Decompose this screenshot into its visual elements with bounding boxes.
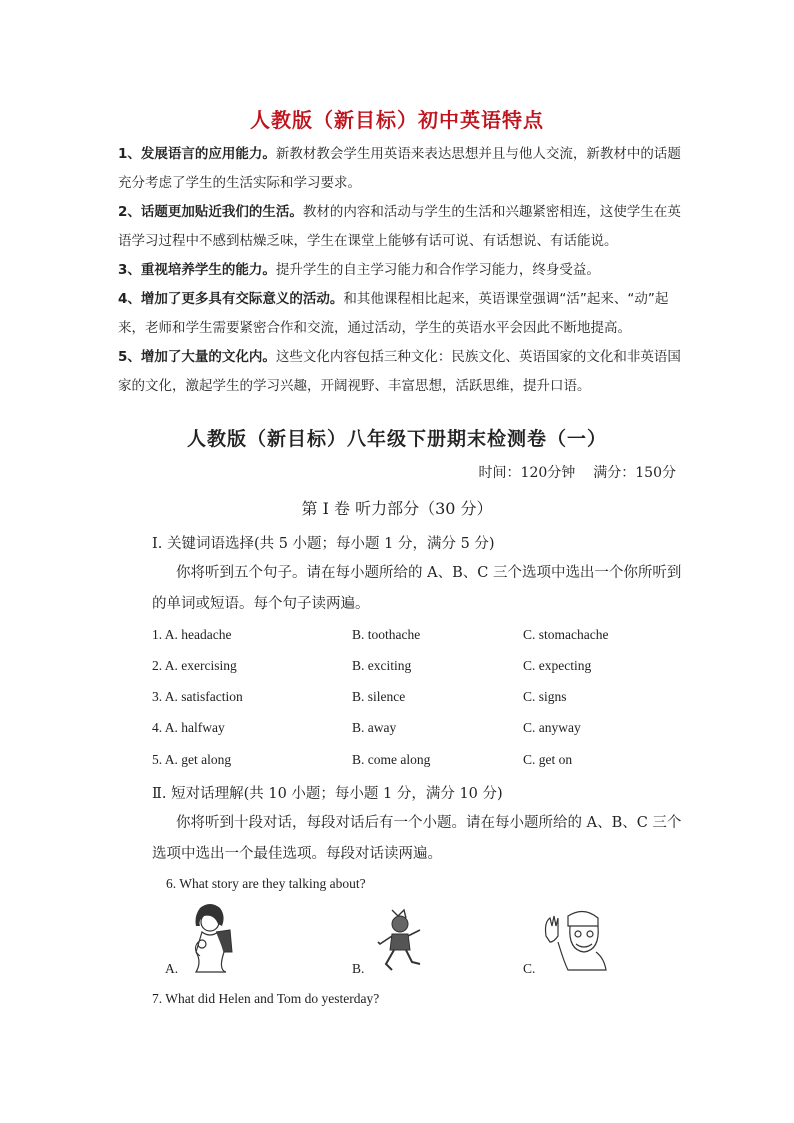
option-c: C. stomachache <box>523 627 609 642</box>
feature-text: 新教材教会学生用英语来表达思想并且与他人交流，新教材中的话题充分考虑了学生的生活实际和学习要求。 <box>118 146 681 191</box>
feature-text: 和其他课程相比起来，英语课堂强调“活”起来、“动”起来，老师和学生需要紧密合作和交流，通过活动，学生的英语水平会因此不断地提高。 <box>118 291 669 336</box>
option-a: 3. A. satisfaction <box>152 689 243 704</box>
part1-instruction: 你将听到五个句子。请在每小题所给的 A、B、C 三个选项中选出一个你所听到的单词或短语。每个句子读两遍。 <box>152 565 682 612</box>
intro-title: 人教版（新目标）初中英语特点 <box>250 108 544 132</box>
option-row <box>152 752 692 772</box>
feature-5 <box>118 343 684 401</box>
option-b: B. exciting <box>352 658 412 673</box>
feature-4 <box>118 285 684 343</box>
feature-lead: 4、增加了更多具有交际意义的活动。 <box>118 291 344 307</box>
part2-heading: Ⅱ. 短对话理解(共 10 小题；每小题 1 分，满分 10 分) <box>152 786 503 802</box>
feature-text: 教材的内容和活动与学生的生活和兴趣紧密相连，这使学生在英语学习过程中不感到枯燥乏味，学生在课堂上能够有话可说、有话想说、有话能说。 <box>118 204 681 249</box>
feature-2 <box>118 198 684 256</box>
option-a: 5. A. get along <box>152 752 232 767</box>
option-c: C. signs <box>523 689 567 704</box>
feature-lead: 2、话题更加贴近我们的生活。 <box>118 204 303 220</box>
exam-meta <box>461 462 676 482</box>
option-c-label: C. <box>523 961 536 976</box>
running-boy-image <box>372 906 428 974</box>
feature-lead: 3、重视培养学生的能力。 <box>118 262 276 278</box>
feature-lead: 1、发展语言的应用能力。 <box>118 146 276 162</box>
option-c: C. expecting <box>523 658 592 673</box>
option-row <box>152 720 692 740</box>
option-a-label: A. <box>165 961 179 976</box>
option-b: B. come along <box>352 752 431 767</box>
option-c: C. anyway <box>523 720 581 735</box>
exam-score: 满分：150分 <box>593 465 676 481</box>
exam-title: 人教版（新目标）八年级下册期末检测卷（一） <box>186 428 607 450</box>
option-a: 1. A. headache <box>152 627 232 642</box>
exam-time: 时间：120分钟 <box>478 465 576 481</box>
feature-3 <box>118 256 684 285</box>
option-b: B. toothache <box>352 627 421 642</box>
part1-heading: Ⅰ. 关键词语选择(共 5 小题；每小题 1 分，满分 5 分) <box>152 536 495 552</box>
option-a: 2. A. exercising <box>152 658 237 673</box>
feature-text: 提升学生的自主学习能力和合作学习能力，终身受益。 <box>275 262 600 278</box>
snow-white-image <box>178 902 242 974</box>
option-b-label: B. <box>352 961 365 976</box>
option-b: B. silence <box>352 689 406 704</box>
feature-text: 这些文化内容包括三种文化：民族文化、英语国家的文化和非英语国家的文化，激起学生的学习兴趣，开阔视野、丰富思想，活跃思维，提升口语。 <box>118 349 681 394</box>
option-c: C. get on <box>523 752 573 767</box>
option-b: B. away <box>352 720 397 735</box>
feature-1 <box>118 140 684 198</box>
option-row <box>152 658 692 678</box>
option-row <box>152 627 692 647</box>
part2-instruction: 你将听到十段对话，每段对话后有一个小题。请在每小题所给的 A、B、C 三个选项中选出一个最佳选项。每段对话读两遍。 <box>152 815 682 862</box>
section-title: 第 Ⅰ 卷 听力部分（30 分） <box>301 499 493 518</box>
question-6: 6. What story are they talking about? <box>166 876 366 891</box>
feature-lead: 5、增加了大量的文化内。 <box>118 349 276 365</box>
option-row <box>152 689 692 709</box>
waving-character-image <box>540 906 610 972</box>
option-a: 4. A. halfway <box>152 720 225 735</box>
question-7: 7. What did Helen and Tom do yesterday? <box>152 991 380 1006</box>
